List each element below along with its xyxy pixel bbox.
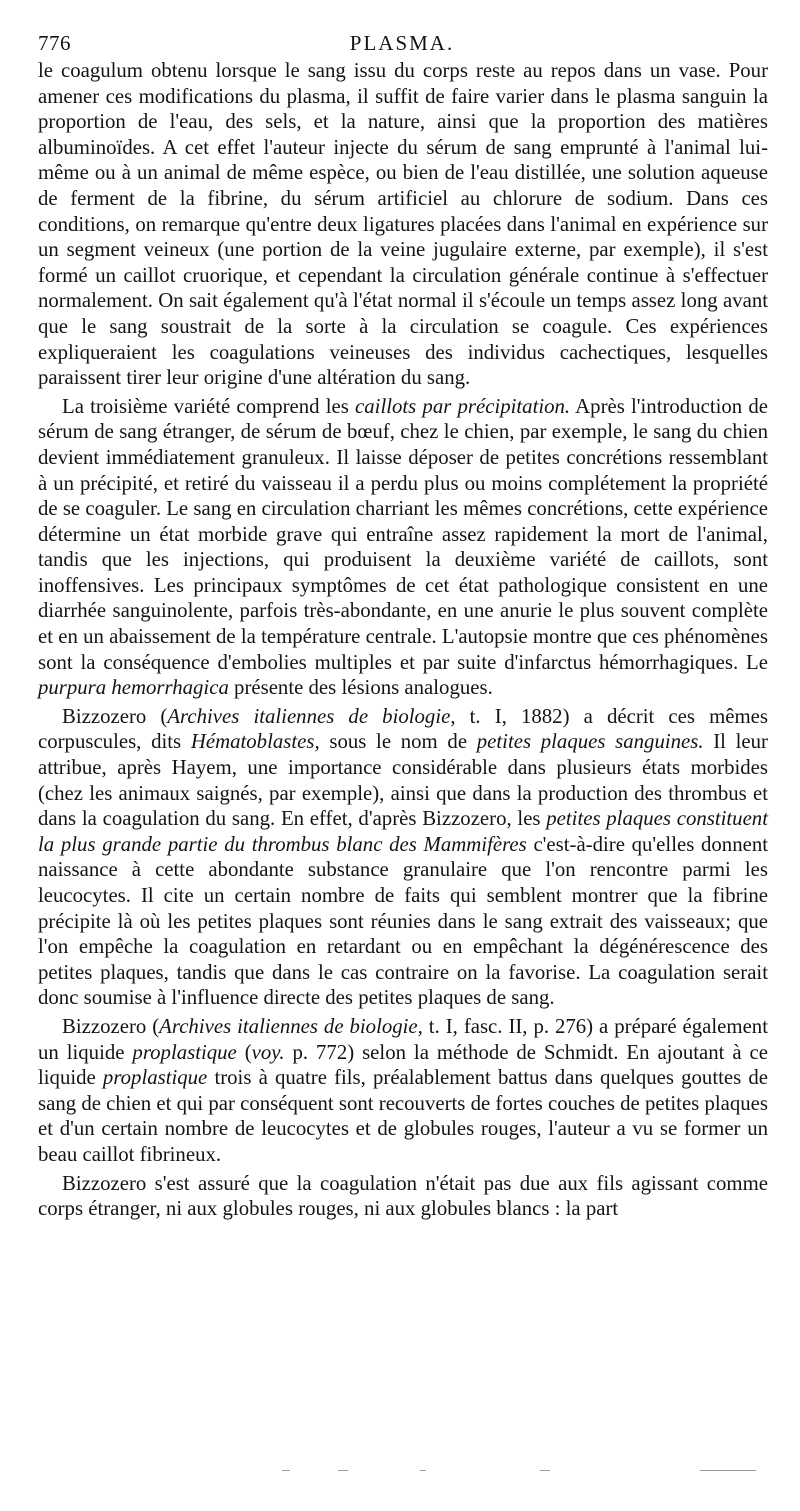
running-title: PLASMA. [349, 31, 455, 55]
italic-text: caillots par précipitation. [355, 394, 571, 418]
text-run: Après l'introduction de sérum de sang étranger, de sérum de bœuf, chez le chien, par exemple, le sang du chien devient immédiatement granuleux. Il laisse déposer de petites concrétions ressemblant à un précipité, et retiré du vaisseau il a perdu plus ou moins complétement la propriété de se coaguler. Le sang en circulation charriant les mêmes concrétions, cette expérience détermine un état morbide grave qui entraîne assez rapidement la mort de l'animal, tandis que les injections, qui produisent la deuxième variété de caillots, sont inoffensives. Les principaux symptômes de cet état pathologique consistent en une diarrhée sanguinolente, parfois très-abondante, en une anurie le plus souvent complète et en un abaissement de la température centrale. L'autopsie montre que ces phénomènes sont la conséquence d'embolies multiples et par suite d'infarctus hémorrhagiques. Le [38, 394, 768, 674]
text-run: le coagulum obtenu lorsque le sang issu du corps reste au repos dans un vase. Pour amener ces modifications du plasma, il suffit de faire varier dans le plasma sanguin la proportion de l'eau, des sels, et la nature, ainsi que la proportion des matières albuminoïdes. A cet effet l'auteur injecte du sérum de sang emprunté à l'animal lui-même ou à un animal de même espèce, ou bien de l'eau distillée, une solution aqueuse de ferment de la fibrine, du sérum artificiel au chlorure de sodium. Dans ces conditions, on remarque qu'entre deux ligatures placées dans l'animal en expérience sur un segment veineux (une portion de la veine jugulaire externe, par exemple), il s'est formé un caillot cruorique, et cependant la circulation générale continue à s'effectuer normalement. On sait également qu'à l'état normal il s'écoule un temps assez long avant que le sang soustrait de la sorte à la circulation se coagule. Ces expériences expliqueraient les coagulations veineuses des individus cachectiques, lesquelles paraissent tirer leur origine d'une altération du sang. [38, 59, 768, 390]
text-run: p. 772) selon la méthode de Schmidt. En ajoutant à ce liquide [38, 1040, 768, 1090]
text-run: trois à quatre fils, préalablement battus dans quelques gouttes de sang de chien et qui par conséquent sont recouverts de fortes couches de petites plaques et d'un certain nombre de leucocytes et de globules rouges, l'auteur a vu se former un beau caillot fibrineux. [38, 1066, 768, 1166]
italic-text: proplastique [102, 1066, 208, 1090]
text-run: La troisième variété comprend les [62, 394, 356, 418]
text-run: t. I, 1882) a décrit ces mêmes corpuscules, dits [38, 704, 768, 754]
text-run: Bizzozero ( [62, 704, 168, 728]
paragraph [38, 704, 768, 1011]
italic-text: proplastique [132, 1040, 237, 1064]
text-run: Il leur attribue, après Hayem, une importance considérable dans plusieurs états morbides (chez les animaux saignés, par exemple), ainsi que dans la production des thrombus et dans la coagulation du sang. En effet, d'après Bizzozero, les [38, 730, 768, 831]
text-run: Bizzozero ( [62, 1014, 160, 1038]
body-text [38, 58, 768, 1222]
paragraph [38, 1014, 768, 1168]
page-header [38, 28, 766, 58]
italic-text: Archives italiennes de biologie, [159, 1014, 423, 1038]
page-number: 776 [38, 31, 71, 55]
scan-artifacts [0, 1470, 800, 1476]
paragraph [38, 394, 768, 701]
italic-text: purpura hemorrhagica [38, 676, 229, 700]
italic-text: Archives italiennes de biologie, [167, 704, 456, 728]
text-run: sous le nom de [319, 730, 477, 754]
italic-text: petites plaques constituent la plus grande partie du thrombus blanc des Mammifères [38, 807, 768, 856]
paragraph [38, 58, 768, 391]
paragraph [38, 1171, 768, 1222]
text-run: présente des lésions analogues. [228, 676, 493, 700]
italic-text: petites plaques sanguines. [476, 730, 704, 754]
italic-text: voy. [251, 1040, 285, 1064]
text-run: t. I, fasc. II, p. 276) a préparé également un liquide [38, 1014, 768, 1064]
text-run: c'est-à-dire qu'elles donnent naissance à cette abondante substance granulaire que l'on rencontre parmi les leucocytes. Il cite un certain nombre de faits qui semblent montrer que la fibrine précipite là où les petites plaques sont réunies dans le sang extrait des vaisseaux; que l'on empêche la coagulation en retardant ou en empêchant la dégénérescence des petites plaques, tandis que dans le cas contraire on la favorise. La coagulation serait donc soumise à l'influence directe des petites plaques de sang. [38, 832, 768, 1010]
text-run: ( [236, 1040, 252, 1064]
text-run: Bizzozero s'est assuré que la coagulation n'était pas due aux fils agissant comme corps étranger, ni aux globules rouges, ni aux globules blancs : la part [38, 1171, 768, 1221]
italic-text: Hématoblastes, [190, 730, 320, 754]
